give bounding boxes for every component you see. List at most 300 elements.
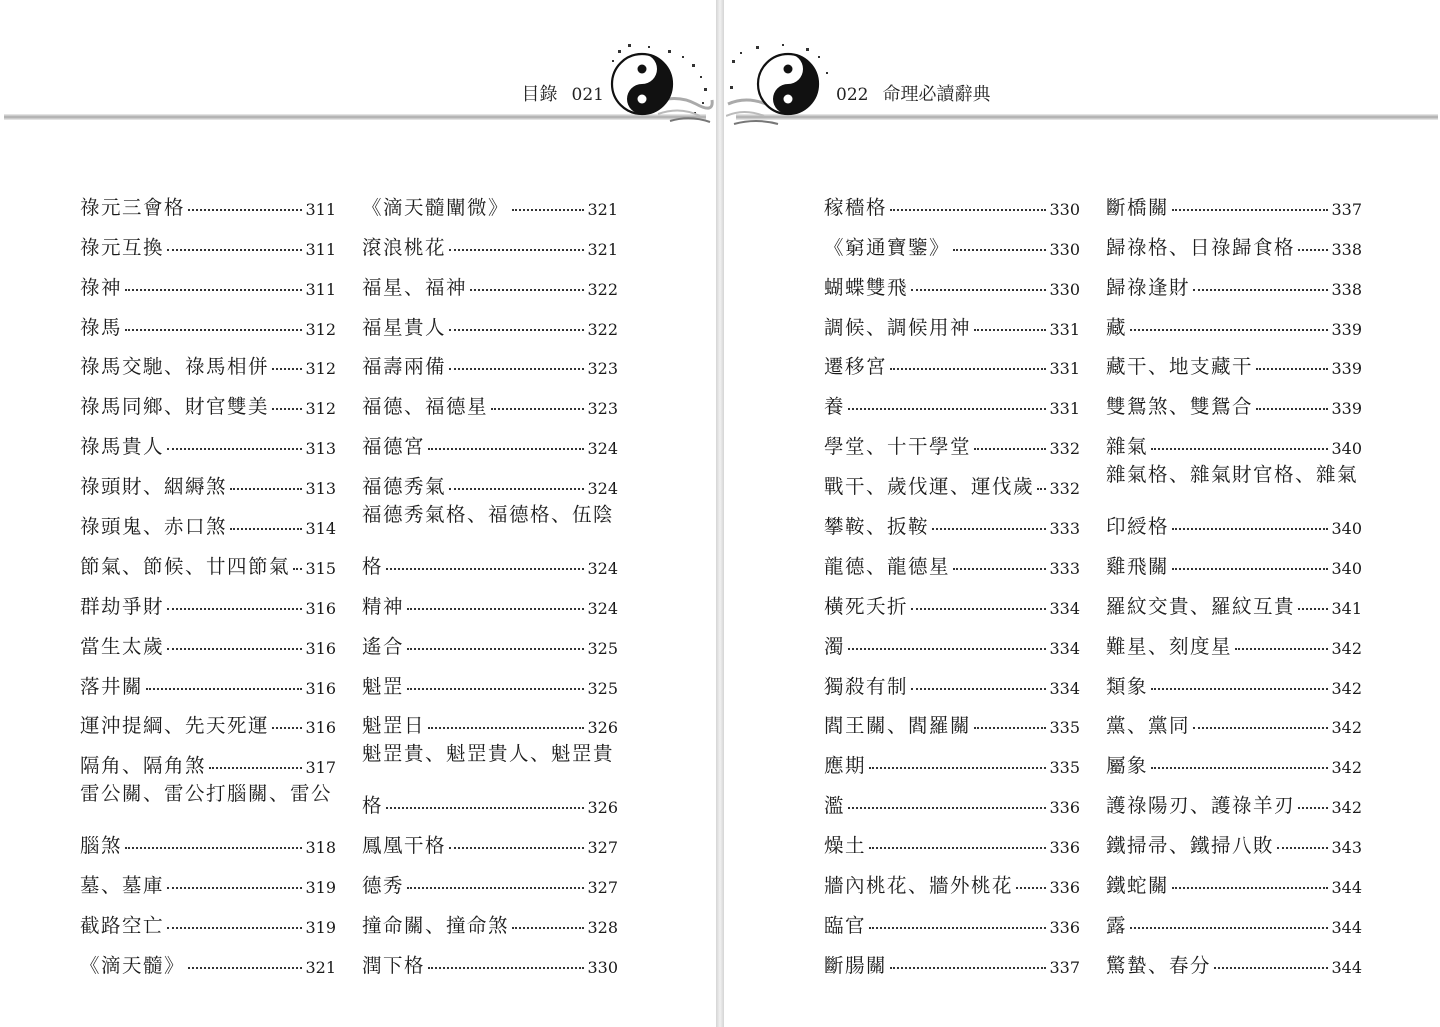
page-number: 021 [571,85,604,105]
entry-title: 鐵蛇關 [1106,874,1170,898]
header-rule [4,114,706,120]
entry-title: 魁罡日 [362,714,426,738]
toc-entry[interactable] [362,419,618,459]
toc-entry-wrapped[interactable] [362,499,618,539]
toc-entry[interactable] [80,619,336,659]
toc-entry[interactable] [1106,898,1362,938]
toc-entry[interactable] [362,340,618,380]
entry-title: 雙鴛煞、雙鴛合 [1106,395,1254,419]
entry-title: 精神 [362,594,405,618]
entry-title: 潤下格 [362,953,426,977]
entry-page: 338 [1331,279,1362,299]
toc-entry[interactable] [80,818,336,858]
entry-page: 316 [305,598,336,618]
dot-leader [386,807,584,809]
dot-leader [272,408,302,410]
toc-entry[interactable] [362,778,618,818]
dot-leader [974,448,1046,450]
entry-page: 328 [587,917,618,937]
entry-page: 344 [1331,878,1362,898]
entry-title: 攀鞍、扳鞍 [824,515,930,539]
toc-entry[interactable] [1106,818,1362,858]
entry-title: 鐵掃帚、鐵掃八敗 [1106,834,1275,858]
dot-leader [1172,568,1328,570]
entry-page: 344 [1331,917,1362,937]
dot-leader [167,927,302,929]
toc-entry[interactable] [1106,180,1362,220]
dot-leader [869,927,1046,929]
dot-leader [449,329,584,331]
dot-leader [491,408,584,410]
entry-title: 祿元互換 [80,235,165,259]
dot-leader [932,528,1046,530]
toc-entry[interactable] [362,300,618,340]
entry-page: 337 [1331,199,1362,219]
toc-column-3 [824,180,1080,978]
toc-entry[interactable] [824,858,1080,898]
toc-entry[interactable] [824,260,1080,300]
entry-title: 福德宮 [362,435,426,459]
page-header [836,80,990,106]
entry-title: 隔角、隔角煞 [80,754,207,778]
toc-entry[interactable] [1106,220,1362,260]
toc-entry[interactable] [362,379,618,419]
toc-entry[interactable] [1106,938,1362,978]
entry-page: 344 [1331,957,1362,977]
entry-page: 339 [1331,399,1362,419]
dot-leader [1130,329,1328,331]
dot-leader [470,289,584,291]
toc-entry[interactable] [80,379,336,419]
entry-title: 墓、墓庫 [80,874,165,898]
dot-leader [1235,648,1328,650]
toc-column-2 [362,180,618,978]
toc-entry[interactable] [80,579,336,619]
dot-leader [1151,767,1328,769]
entry-title: 藏 [1106,315,1128,339]
entry-title: 格 [362,554,384,578]
entry-title: 滾浪桃花 [362,235,447,259]
entry-title: 祿頭鬼、赤口煞 [80,515,228,539]
toc-entry[interactable] [362,579,618,619]
toc-entry[interactable] [80,459,336,499]
entry-title: 福德秀氣 [362,475,447,499]
toc-entry[interactable] [80,699,336,739]
entry-page: 325 [587,678,618,698]
toc-entry[interactable] [362,858,618,898]
toc-entry[interactable] [362,260,618,300]
dot-leader [230,528,302,530]
dot-leader [449,847,584,849]
dot-leader [428,448,584,450]
entry-page: 312 [305,399,336,419]
dot-leader [209,767,302,769]
entry-title: 《滴天髓闡微》 [362,195,510,219]
toc-entry[interactable] [1106,699,1362,739]
entry-title: 屬象 [1106,754,1149,778]
entry-page: 334 [1049,638,1080,658]
entry-page: 342 [1331,718,1362,738]
dot-leader [449,488,584,490]
entry-title: 《滴天髓》 [80,953,186,977]
entry-page: 332 [1049,479,1080,499]
entry-page: 340 [1331,519,1362,539]
dot-leader [911,688,1046,690]
entry-title: 藏干、地支藏干 [1106,355,1254,379]
toc-entry[interactable] [824,340,1080,380]
dot-leader [953,249,1046,251]
dot-leader [848,648,1046,650]
entry-page: 331 [1049,319,1080,339]
entry-page: 321 [587,239,618,259]
toc-entry[interactable] [1106,778,1362,818]
book-gutter [716,0,724,1027]
toc-entry[interactable] [1106,260,1362,300]
entry-title: 學堂、十干學堂 [824,435,972,459]
toc-entry[interactable] [362,898,618,938]
page-header [522,80,604,106]
entry-page: 335 [1049,758,1080,778]
toc-entry[interactable] [824,898,1080,938]
entry-title: 難星、刻度星 [1106,634,1233,658]
dot-leader [1151,688,1328,690]
toc-entry[interactable] [1106,300,1362,340]
entry-page: 333 [1049,519,1080,539]
toc-entry[interactable] [362,180,618,220]
entry-page: 336 [1049,798,1080,818]
dot-leader [428,727,584,729]
toc-entry[interactable] [1106,379,1362,419]
entry-title: 濫 [824,794,846,818]
dot-leader [1016,887,1046,889]
toc-entry[interactable] [362,619,618,659]
entry-page: 325 [587,638,618,658]
dot-leader [407,608,584,610]
entry-page: 331 [1049,359,1080,379]
toc-entry[interactable] [80,659,336,699]
entry-page: 311 [305,239,336,259]
entry-page: 311 [305,279,336,299]
entry-title: 濁 [824,634,846,658]
header-rule [736,114,1438,120]
dot-leader [911,289,1046,291]
entry-title: 祿馬同鄉、財官雙美 [80,395,270,419]
dot-leader [386,568,584,570]
dot-leader [272,727,302,729]
toc-entry-wrapped[interactable] [362,738,618,778]
entry-title: 戰干、歲伐運、運伐歲 [824,475,1035,499]
entry-page: 322 [587,319,618,339]
entry-page: 327 [587,838,618,858]
toc-entry[interactable] [80,260,336,300]
entry-page: 324 [587,558,618,578]
toc-entry[interactable] [1106,499,1362,539]
entry-title: 稼穡格 [824,195,888,219]
entry-page: 330 [1049,279,1080,299]
entry-title: 德秀 [362,874,405,898]
toc-entry[interactable] [1106,539,1362,579]
entry-page: 327 [587,878,618,898]
entry-page: 313 [305,479,336,499]
entry-title: 黨、黨同 [1106,714,1191,738]
entry-title: 撞命關、撞命煞 [362,913,510,937]
toc-entry[interactable] [824,659,1080,699]
entry-page: 343 [1331,838,1362,858]
entry-title: 閻王關、閻羅關 [824,714,972,738]
entry-title: 福德秀氣格、福德格、伍陰 [362,503,615,527]
toc-entry-wrapped[interactable] [1106,459,1362,499]
dot-leader [167,608,302,610]
toc-entry[interactable] [1106,659,1362,699]
dot-leader [512,927,584,929]
toc-entry[interactable] [824,738,1080,778]
entry-title: 福德、福德星 [362,395,489,419]
entry-title: 燥土 [824,834,867,858]
toc-entry[interactable] [1106,858,1362,898]
toc-entry[interactable] [362,818,618,858]
entry-page: 330 [587,957,618,977]
dot-leader [449,368,584,370]
entry-page: 321 [305,957,336,977]
entry-page: 326 [587,718,618,738]
toc-entry[interactable] [824,379,1080,419]
dot-leader [407,688,584,690]
header-title: 命理必讀辭典 [882,84,991,105]
entry-page: 335 [1049,718,1080,738]
entry-title: 歸祿逢財 [1106,275,1191,299]
entry-title: 雞飛關 [1106,554,1170,578]
entry-page: 315 [305,558,336,578]
toc-entry[interactable] [80,180,336,220]
toc-entry[interactable] [824,818,1080,858]
toc-entry[interactable] [80,220,336,260]
entry-title: 截路空亡 [80,913,165,937]
entry-title: 祿神 [80,275,123,299]
entry-title: 當生太歲 [80,634,165,658]
entry-title: 遙合 [362,634,405,658]
entry-title: 臨官 [824,913,867,937]
entry-title: 雷公關、雷公打腦關、雷公 [80,782,333,806]
dot-leader [188,209,302,211]
entry-title: 格 [362,794,384,818]
dot-leader [869,847,1046,849]
entry-title: 《窮通寶鑒》 [824,235,951,259]
toc-entry[interactable] [824,180,1080,220]
entry-title: 養 [824,395,846,419]
toc-entry[interactable] [824,300,1080,340]
entry-page: 342 [1331,758,1362,778]
entry-page: 312 [305,319,336,339]
toc-entry[interactable] [824,419,1080,459]
entry-title: 祿元三會格 [80,195,186,219]
entry-page: 338 [1331,239,1362,259]
dot-leader [1130,927,1328,929]
entry-page: 316 [305,718,336,738]
toc-entry[interactable] [362,539,618,579]
toc-entry[interactable] [80,340,336,380]
entry-title: 福星貴人 [362,315,447,339]
dot-leader [1193,727,1328,729]
page-number: 022 [836,85,869,105]
entry-page: 323 [587,359,618,379]
entry-page: 317 [305,758,336,778]
entry-page: 326 [587,798,618,818]
entry-title: 驚蟄、春分 [1106,953,1212,977]
dot-leader [1037,488,1046,490]
toc-column-4 [1106,180,1362,978]
dot-leader [167,648,302,650]
toc-entry[interactable] [362,659,618,699]
entry-title: 祿馬貴人 [80,435,165,459]
toc-entry[interactable] [1106,419,1362,459]
taiji-emblem-icon [726,42,836,130]
dot-leader [125,847,302,849]
dot-leader [890,967,1046,969]
dot-leader [167,887,302,889]
entry-title: 鳳凰干格 [362,834,447,858]
dot-leader [890,209,1046,211]
entry-title: 露 [1106,913,1128,937]
dot-leader [188,967,302,969]
dot-leader [1172,209,1328,211]
entry-title: 魁罡貴、魁罡貴人、魁罡貴 [362,742,615,766]
entry-title: 斷腸關 [824,953,888,977]
toc-entry[interactable] [80,539,336,579]
entry-page: 339 [1331,359,1362,379]
dot-leader [407,887,584,889]
dot-leader [890,368,1046,370]
toc-entry[interactable] [80,898,336,938]
toc-entry[interactable] [824,220,1080,260]
entry-page: 323 [587,399,618,419]
entry-title: 龍德、龍德星 [824,554,951,578]
entry-page: 324 [587,598,618,618]
entry-page: 333 [1049,558,1080,578]
toc-entry[interactable] [80,938,336,978]
toc-entry[interactable] [824,699,1080,739]
entry-page: 324 [587,439,618,459]
entry-title: 祿馬 [80,315,123,339]
toc-entry[interactable] [362,938,618,978]
entry-page: 324 [587,479,618,499]
dot-leader [869,767,1046,769]
entry-page: 316 [305,678,336,698]
toc-entry[interactable] [1106,340,1362,380]
toc-entry[interactable] [824,938,1080,978]
entry-title: 牆內桃花、牆外桃花 [824,874,1014,898]
toc-entry[interactable] [824,778,1080,818]
entry-page: 337 [1049,957,1080,977]
toc-entry[interactable] [824,539,1080,579]
dot-leader [974,329,1046,331]
dot-leader [272,368,302,370]
entry-page: 340 [1331,439,1362,459]
dot-leader [512,209,584,211]
entry-page: 316 [305,638,336,658]
dot-leader [167,448,302,450]
entry-title: 運沖提綱、先天死運 [80,714,270,738]
dot-leader [911,608,1046,610]
toc-entry[interactable] [824,619,1080,659]
entry-page: 336 [1049,878,1080,898]
toc-entry[interactable] [362,220,618,260]
dot-leader [125,329,302,331]
entry-page: 322 [587,279,618,299]
entry-title: 蝴蝶雙飛 [824,275,909,299]
dot-leader [1277,847,1328,849]
entry-page: 314 [305,519,336,539]
entry-title: 斷橋關 [1106,195,1170,219]
entry-page: 334 [1049,598,1080,618]
entry-page: 319 [305,917,336,937]
entry-title: 節氣、節候、廿四節氣 [80,554,291,578]
dot-leader [848,408,1046,410]
toc-entry[interactable] [824,579,1080,619]
toc-entry[interactable] [1106,579,1362,619]
entry-page: 342 [1331,798,1362,818]
entry-title: 應期 [824,754,867,778]
right-page [724,0,1440,1027]
dot-leader [230,488,302,490]
entry-page: 319 [305,878,336,898]
toc-entry[interactable] [362,699,618,739]
entry-page: 341 [1331,598,1362,618]
toc-entry[interactable] [80,419,336,459]
entry-page: 334 [1049,678,1080,698]
taiji-emblem-icon [604,42,714,130]
entry-title: 橫死夭折 [824,594,909,618]
toc-entry[interactable] [824,459,1080,499]
toc-entry[interactable] [362,459,618,499]
dot-leader [125,289,302,291]
entry-page: 318 [305,838,336,858]
dot-leader [1256,408,1328,410]
dot-leader [167,249,302,251]
toc-entry-wrapped[interactable] [80,778,336,818]
dot-leader [1298,807,1328,809]
entry-title: 群劫爭財 [80,594,165,618]
entry-title: 雜氣格、雜氣財官格、雜氣 [1106,463,1359,487]
toc-entry[interactable] [1106,619,1362,659]
entry-page: 321 [587,199,618,219]
toc-entry[interactable] [824,499,1080,539]
dot-leader [1298,608,1328,610]
entry-page: 332 [1049,439,1080,459]
toc-entry[interactable] [80,738,336,778]
toc-entry[interactable] [1106,738,1362,778]
entry-title: 遷移宮 [824,355,888,379]
entry-title: 落井關 [80,674,144,698]
left-page [0,0,716,1027]
entry-title: 歸祿格、日祿歸食格 [1106,235,1296,259]
toc-entry[interactable] [80,300,336,340]
entry-page: 313 [305,439,336,459]
dot-leader [1256,368,1328,370]
dot-leader [1214,967,1328,969]
entry-page: 312 [305,359,336,379]
dot-leader [974,727,1046,729]
entry-title: 祿馬交馳、祿馬相併 [80,355,270,379]
toc-entry[interactable] [80,499,336,539]
toc-column-1 [80,180,336,978]
entry-page: 330 [1049,239,1080,259]
entry-title: 福壽兩備 [362,355,447,379]
toc-entry[interactable] [80,858,336,898]
entry-title: 護祿陽刃、護祿羊刃 [1106,794,1296,818]
dot-leader [428,967,584,969]
entry-page: 336 [1049,917,1080,937]
dot-leader [449,249,584,251]
